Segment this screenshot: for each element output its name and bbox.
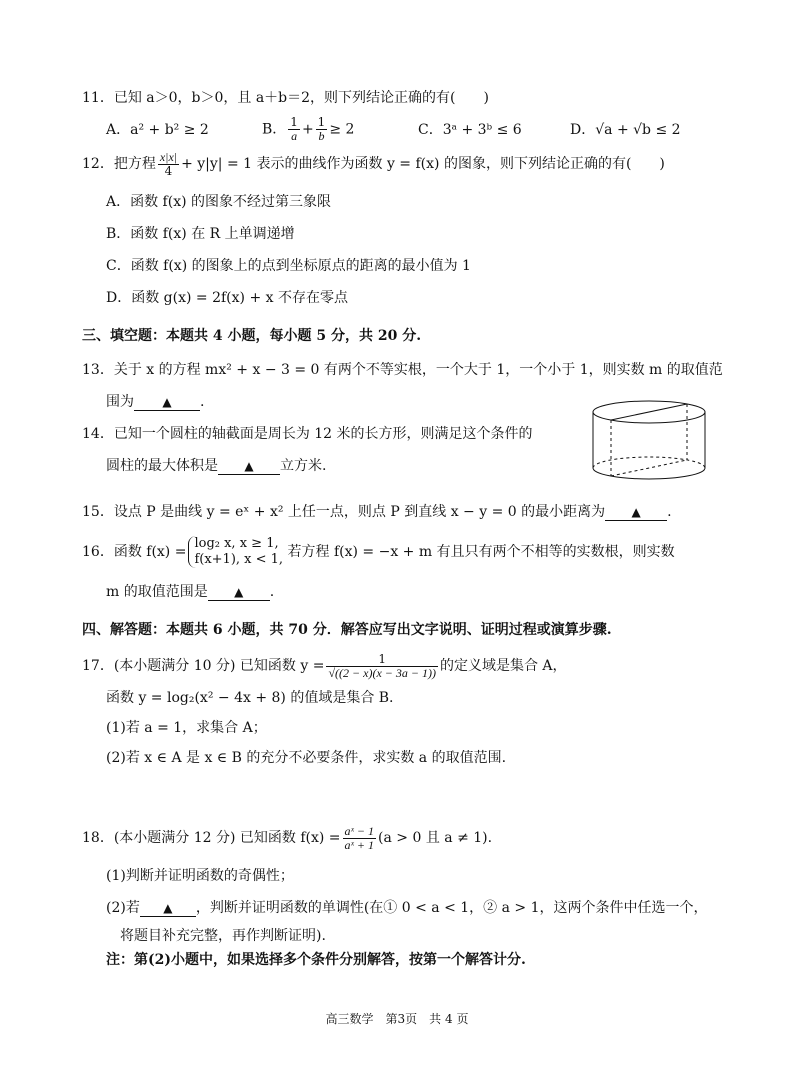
cylinder-figure: [586, 398, 712, 484]
q17-frac: $\frac{1}{√((2 - x)(x - 3a - 1))}$: [328, 651, 436, 680]
q18-part2-suffix: ，判断并证明函数的单调性(在① 0 < a < 1，② a > 1，这两个条件中任选一个，: [195, 900, 708, 916]
q13-line2: [106, 392, 204, 412]
q14-prefix: 圆柱的最大体积是: [106, 458, 218, 474]
q11-b-frac2: $\frac{1}{b}$: [317, 115, 326, 143]
q13-answer-blank[interactable]: ▲: [134, 394, 200, 411]
cylinder-bottom-diameter: [611, 460, 687, 476]
q16-line2: [106, 582, 274, 602]
q11-option-c: C．3ᵃ + 3ᵇ ≤ 6: [418, 122, 522, 138]
q12-prefix: 12．把方程: [82, 156, 156, 172]
q14-line1: 14．已知一个圆柱的轴截面是周长为 12 米的长方形，则满足这个条件的: [82, 426, 533, 442]
q11-b-suffix: ≥ 2: [329, 121, 355, 138]
q17-prefix: 17．(本小题满分 10 分) 已知函数 y =: [82, 658, 325, 674]
q18-part2: [106, 898, 708, 918]
q14-answer-blank[interactable]: ▲: [218, 458, 280, 475]
q16-line1: [82, 532, 675, 572]
q18-part2-prefix: (2)若: [106, 900, 140, 916]
q17-line2: 函数 y = log₂(x² − 4x + 8) 的值域是集合 B.: [106, 690, 394, 706]
q16-prefix: 16．函数 f(x) =: [82, 544, 187, 560]
q18-part1: (1)判断并证明函数的奇偶性；: [106, 868, 294, 884]
cylinder-bottom-front: [593, 468, 705, 479]
q11-b-label: B．: [262, 121, 287, 138]
q18-part2-line2: 将题目补充完整，再作判断证明).: [120, 928, 326, 944]
q17-part2: (2)若 x ∈ A 是 x ∈ B 的充分不必要条件，求实数 a 的取值范围.: [106, 750, 507, 766]
q15-answer-blank[interactable]: ▲: [605, 504, 667, 521]
q18-line1: [82, 822, 492, 854]
q11-option-b: [262, 116, 354, 143]
q12-mid: + y|y| = 1 表示的曲线作为函数 y = f(x) 的图象，则下列结论正确的有( ): [181, 156, 665, 172]
q18-frac: $\frac{\text{aˣ − 1}}{\text{aˣ + 1}}$: [344, 823, 375, 852]
q16-piecewise: [188, 536, 283, 568]
q18-answer-blank[interactable]: ▲: [140, 900, 196, 917]
page-footer: 高三数学 第3页 共 4 页: [325, 1012, 469, 1026]
q12-frac: $\frac{x|x|}{4}$: [159, 149, 178, 178]
q17-part1: (1)若 a = 1，求集合 A；: [106, 720, 267, 736]
q17-suffix: 的定义域是集合 A，: [439, 658, 567, 674]
q12-stem: [82, 150, 665, 178]
q16-case2: f(x+1), x < 1,: [194, 552, 284, 567]
q12-option-a: A．函数 f(x) 的图象不经过第三象限: [106, 194, 332, 210]
q11-stem: 11．已知 a＞0，b＞0，且 a＋b＝2，则下列结论正确的有( ): [82, 90, 489, 106]
q12-option-b: B．函数 f(x) 在 R 上单调递增: [106, 226, 295, 242]
cylinder-top-diameter: [611, 404, 687, 420]
section4-heading: 四、解答题：本题共 6 小题，共 70 分．解答应写出文字说明、证明过程或演算步骤.: [82, 622, 612, 638]
q16-case1: log₂ x, x ≥ 1,: [194, 536, 279, 551]
q16-mid: 若方程 f(x) = −x + m 有且只有两个不相等的实数根，则实数: [287, 544, 675, 560]
q12-option-c: C．函数 f(x) 的图象上的点到坐标原点的距离的最小值为 1: [106, 258, 471, 274]
q11-b-frac1: $\frac{1}{a}$: [290, 115, 298, 143]
section3-heading: 三、填空题：本题共 4 小题，每小题 5 分，共 20 分.: [82, 328, 422, 344]
q11-option-d: D．√a + √b ≤ 2: [570, 122, 681, 138]
q16-answer-blank[interactable]: ▲: [208, 584, 270, 601]
q13-line1: 13．关于 x 的方程 mx² + x − 3 = 0 有两个不等实根，一个大于 1，一个小于 1，则实数 m 的取值范: [82, 362, 723, 378]
q16-suffix: .: [269, 584, 275, 600]
cylinder-bottom-back: [593, 457, 705, 468]
q18-prefix: 18．(本小题满分 12 分) 已知函数 f(x) =: [82, 830, 341, 846]
q16-prefix2: m 的取值范围是: [106, 584, 208, 600]
q14-suffix: 立方米.: [280, 458, 327, 474]
q11-b-plus: +: [301, 121, 314, 138]
q15-text: 15．设点 P 是曲线 y = eˣ + x² 上任一点，则点 P 到直线 x − y = 0 的最小距离为: [82, 504, 606, 520]
q18-suffix: (a > 0 且 a ≠ 1).: [378, 830, 493, 846]
q13-suffix: .: [200, 394, 205, 410]
q11-option-a: A．a² + b² ≥ 2: [106, 122, 209, 138]
q15-suffix: .: [667, 504, 672, 520]
q13-prefix: 围为: [106, 394, 134, 410]
q12-option-d: D．函数 g(x) = 2f(x) + x 不存在零点: [106, 290, 348, 306]
q15-line: [82, 502, 672, 522]
q17-line1: [82, 650, 567, 682]
q14-line2: [106, 456, 326, 476]
q18-note: 注：第(2)小题中，如果选择多个条件分别解答，按第一个解答计分.: [106, 952, 526, 968]
